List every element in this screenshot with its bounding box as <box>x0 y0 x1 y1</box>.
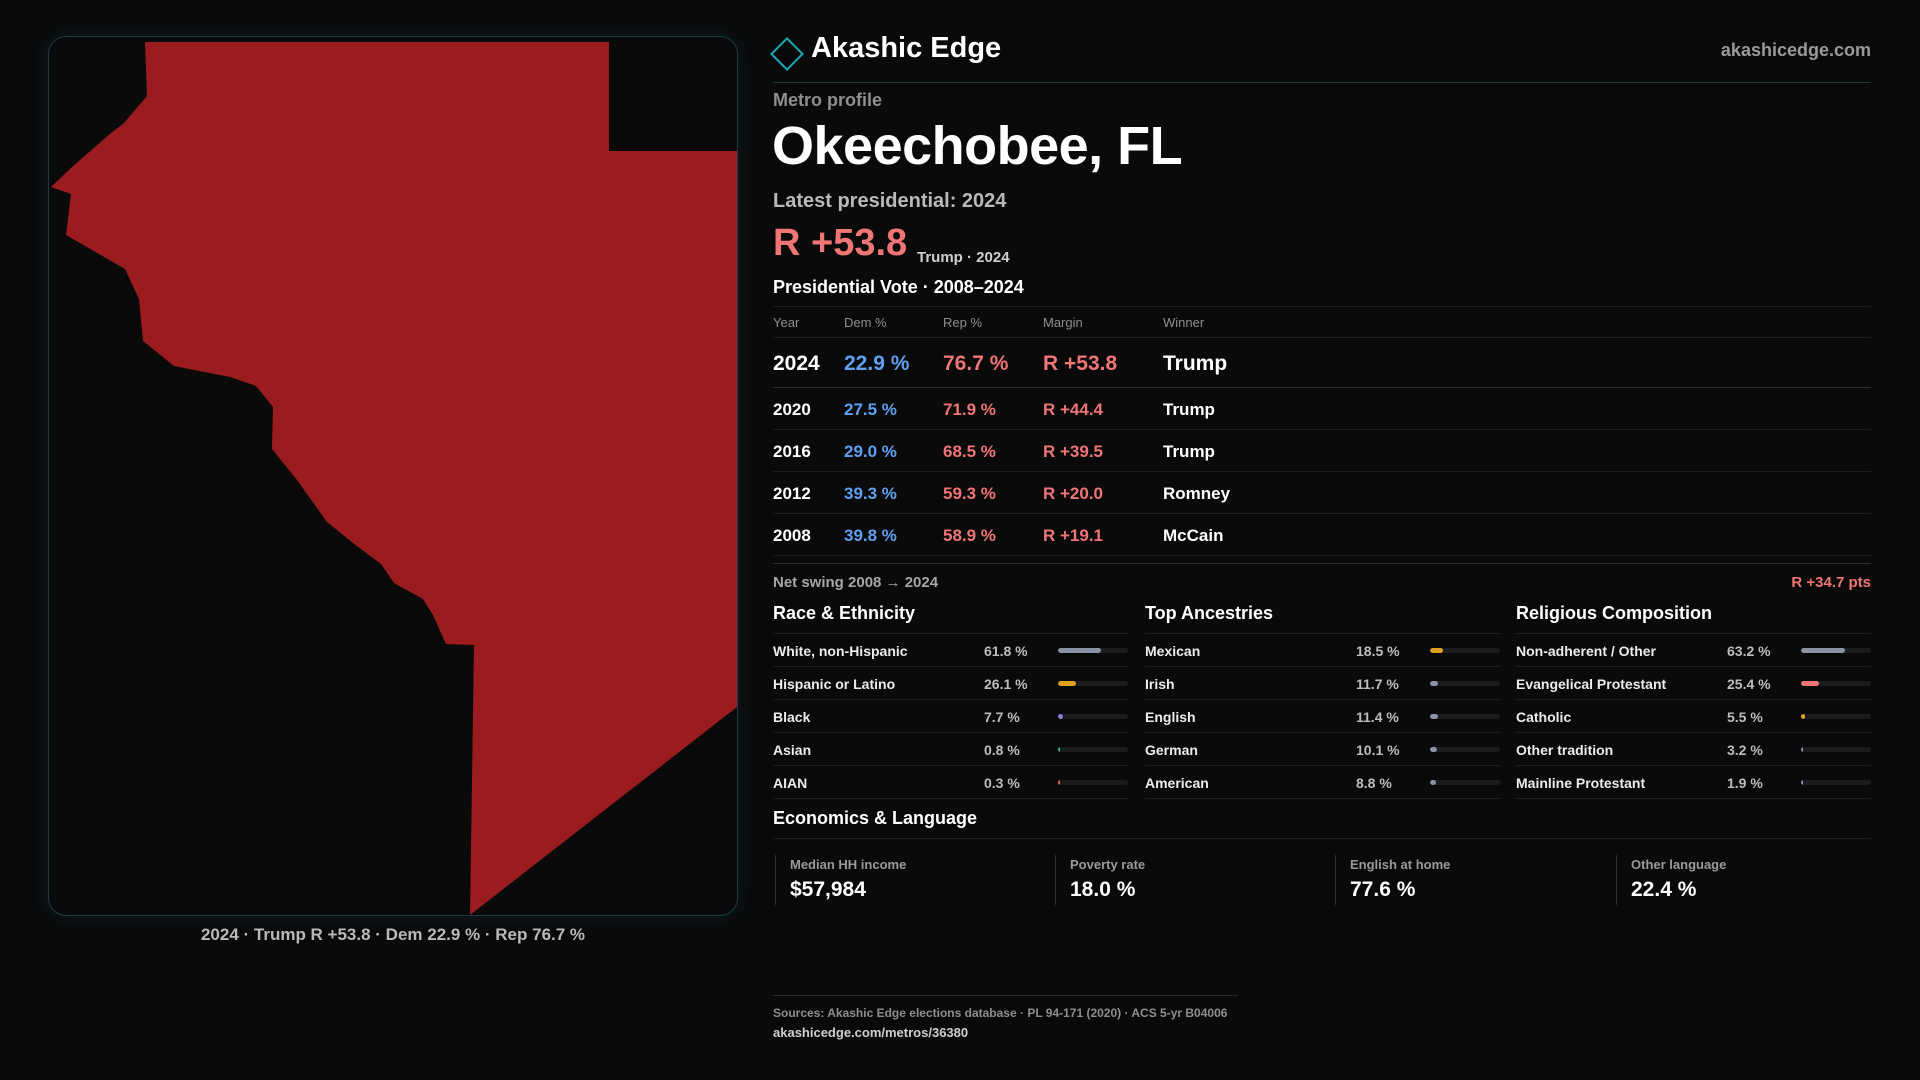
net-swing-row <box>773 563 1871 594</box>
item-percent: 11.7 % <box>1356 676 1399 692</box>
ancestries-panel <box>1145 603 1500 799</box>
list-item <box>773 667 1128 700</box>
stat-value: 22.4 % <box>1631 878 1697 901</box>
item-percent: 25.4 % <box>1727 676 1771 692</box>
footer-sources: Sources: Akashic Edge elections database · PL 94-171 (2020) · ACS 5-yr B04006 <box>773 1006 1228 1020</box>
cell-year: 2016 <box>773 442 811 461</box>
vote-table <box>773 306 1871 556</box>
county-map[interactable] <box>48 36 738 916</box>
list-item <box>1145 634 1500 667</box>
item-label: Black <box>773 709 811 725</box>
list-item <box>1145 733 1500 766</box>
race-title: Race & Ethnicity <box>773 603 1128 634</box>
cell-dem: 39.3 % <box>844 484 897 503</box>
cell-margin: R +44.4 <box>1043 400 1104 419</box>
net-swing-label: Net swing 2008 → 2024 <box>773 574 939 591</box>
item-bar-fill <box>1058 648 1101 653</box>
item-percent: 0.3 % <box>984 775 1020 791</box>
headline-margin-sub: Trump · 2024 <box>917 249 1010 266</box>
item-percent: 63.2 % <box>1727 643 1771 659</box>
cell-winner: McCain <box>1163 526 1224 545</box>
cell-rep: 76.7 % <box>943 352 1009 375</box>
stat-card-other-language <box>1616 855 1871 905</box>
item-bar <box>1058 780 1128 785</box>
item-percent: 1.9 % <box>1727 775 1763 791</box>
item-percent: 0.8 % <box>984 742 1020 758</box>
item-bar-fill <box>1430 780 1436 785</box>
item-percent: 18.5 % <box>1356 643 1400 659</box>
table-header-row <box>773 306 1871 338</box>
item-label: White, non-Hispanic <box>773 643 908 659</box>
stat-value: 18.0 % <box>1070 878 1136 901</box>
latest-presidential-label: Latest presidential: 2024 <box>773 190 1007 212</box>
county-shape <box>49 37 737 915</box>
list-item <box>1516 766 1871 799</box>
header-year: Year <box>773 315 800 330</box>
race-ethnicity-panel <box>773 603 1128 799</box>
item-label: Irish <box>1145 676 1175 692</box>
economics-title: Economics & Language <box>773 808 1871 839</box>
list-item <box>1145 766 1500 799</box>
item-bar <box>1058 648 1128 653</box>
cell-rep: 59.3 % <box>943 484 996 503</box>
item-percent: 61.8 % <box>984 643 1028 659</box>
item-label: Non-adherent / Other <box>1516 643 1657 659</box>
item-bar <box>1430 681 1500 686</box>
religion-list <box>1516 634 1871 799</box>
item-bar-fill <box>1801 681 1819 686</box>
map-caption: 2024 · Trump R +53.8 · Dem 22.9 % · Rep 76.7 % <box>200 925 586 944</box>
item-bar <box>1801 681 1871 686</box>
cell-winner: Trump <box>1163 352 1228 375</box>
list-item <box>1145 667 1500 700</box>
footer-url-link[interactable]: akashicedge.com/metros/36380 <box>773 1025 969 1040</box>
header-rep: Rep % <box>943 315 983 330</box>
stat-value: $57,984 <box>790 878 866 901</box>
item-percent: 3.2 % <box>1727 742 1763 758</box>
list-item <box>1145 700 1500 733</box>
page-title: Okeechobee, FL <box>772 116 1183 176</box>
table-row <box>773 472 1871 514</box>
item-percent: 10.1 % <box>1356 742 1400 758</box>
item-bar-fill <box>1430 747 1437 752</box>
item-bar-fill <box>1058 747 1060 752</box>
brand-site-link[interactable]: akashicedge.com <box>1720 40 1871 60</box>
item-bar <box>1430 747 1500 752</box>
cell-year: 2024 <box>773 352 820 375</box>
cell-year: 2020 <box>773 400 811 419</box>
race-list <box>773 634 1128 799</box>
item-label: Asian <box>773 742 812 758</box>
item-label: Evangelical Protestant <box>1516 676 1667 692</box>
item-label: Mexican <box>1145 643 1201 659</box>
ancestry-title: Top Ancestries <box>1145 603 1500 634</box>
cell-rep: 71.9 % <box>943 400 996 419</box>
cell-rep: 58.9 % <box>943 526 996 545</box>
item-bar <box>1430 780 1500 785</box>
item-percent: 7.7 % <box>984 709 1020 725</box>
list-item <box>773 634 1128 667</box>
headline-margin: R +53.8 <box>773 222 908 264</box>
header-winner: Winner <box>1163 315 1205 330</box>
cell-margin: R +53.8 <box>1043 352 1118 375</box>
list-item <box>773 700 1128 733</box>
list-item <box>1516 634 1871 667</box>
item-bar <box>1801 780 1871 785</box>
cell-margin: R +19.1 <box>1043 526 1104 545</box>
cell-dem: 27.5 % <box>844 400 897 419</box>
item-bar <box>1430 648 1500 653</box>
diamond-logo-icon <box>770 37 804 71</box>
item-bar <box>1801 648 1871 653</box>
item-bar-fill <box>1801 747 1803 752</box>
cell-rep: 68.5 % <box>943 442 996 461</box>
header-dem: Dem % <box>844 315 887 330</box>
item-bar-fill <box>1058 681 1076 686</box>
item-percent: 11.4 % <box>1356 709 1399 725</box>
list-item <box>1516 733 1871 766</box>
item-bar-fill <box>1430 681 1438 686</box>
cell-dem: 22.9 % <box>844 352 910 375</box>
religion-title: Religious Composition <box>1516 603 1871 634</box>
item-bar-fill <box>1058 780 1060 785</box>
item-percent: 5.5 % <box>1727 709 1763 725</box>
item-bar-fill <box>1801 714 1805 719</box>
item-label: English <box>1145 709 1196 725</box>
cell-winner: Trump <box>1163 442 1215 461</box>
list-item <box>773 766 1128 799</box>
cell-year: 2008 <box>773 526 811 545</box>
item-bar-fill <box>1801 648 1845 653</box>
item-label: Hispanic or Latino <box>773 676 896 692</box>
item-bar-fill <box>1801 780 1803 785</box>
item-bar <box>1058 714 1128 719</box>
net-swing-value: R +34.7 pts <box>1791 574 1871 591</box>
item-bar-fill <box>1430 714 1438 719</box>
cell-winner: Trump <box>1163 400 1215 419</box>
stat-value: 77.6 % <box>1350 878 1416 901</box>
item-percent: 26.1 % <box>984 676 1028 692</box>
brand-name: Akashic Edge <box>811 32 1002 64</box>
item-label: Mainline Protestant <box>1516 775 1646 791</box>
stat-label: Other language <box>1631 857 1727 872</box>
item-bar-fill <box>1430 648 1443 653</box>
cell-margin: R +20.0 <box>1043 484 1104 503</box>
cell-winner: Romney <box>1163 484 1231 503</box>
item-bar <box>1801 747 1871 752</box>
item-bar <box>1058 747 1128 752</box>
page-eyebrow: Metro profile <box>773 90 883 110</box>
item-label: American <box>1145 775 1209 791</box>
table-row <box>773 388 1871 430</box>
header-margin: Margin <box>1043 315 1083 330</box>
footer <box>773 995 1238 1040</box>
stat-label: English at home <box>1350 857 1451 872</box>
item-label: Other tradition <box>1516 742 1614 758</box>
table-row <box>773 338 1871 388</box>
item-bar <box>1801 714 1871 719</box>
stat-card-income <box>775 855 1060 905</box>
stat-label: Median HH income <box>790 857 907 872</box>
cell-margin: R +39.5 <box>1043 442 1104 461</box>
list-item <box>1516 700 1871 733</box>
item-bar <box>1058 681 1128 686</box>
vote-table-title: Presidential Vote · 2008–2024 <box>773 277 1024 297</box>
stat-card-english <box>1335 855 1620 905</box>
item-percent: 8.8 % <box>1356 775 1392 791</box>
brand-header <box>773 32 1871 83</box>
item-bar <box>1430 714 1500 719</box>
cell-year: 2012 <box>773 484 811 503</box>
list-item <box>773 733 1128 766</box>
item-label: German <box>1145 742 1198 758</box>
item-label: AIAN <box>773 775 808 791</box>
item-label: Catholic <box>1516 709 1572 725</box>
table-row <box>773 514 1871 556</box>
cell-dem: 39.8 % <box>844 526 897 545</box>
religion-panel <box>1516 603 1871 799</box>
county-polygon <box>51 42 737 915</box>
table-row <box>773 430 1871 472</box>
stat-label: Poverty rate <box>1070 857 1146 872</box>
cell-dem: 29.0 % <box>844 442 897 461</box>
ancestry-list <box>1145 634 1500 799</box>
item-bar-fill <box>1058 714 1063 719</box>
stat-card-poverty <box>1055 855 1340 905</box>
list-item <box>1516 667 1871 700</box>
